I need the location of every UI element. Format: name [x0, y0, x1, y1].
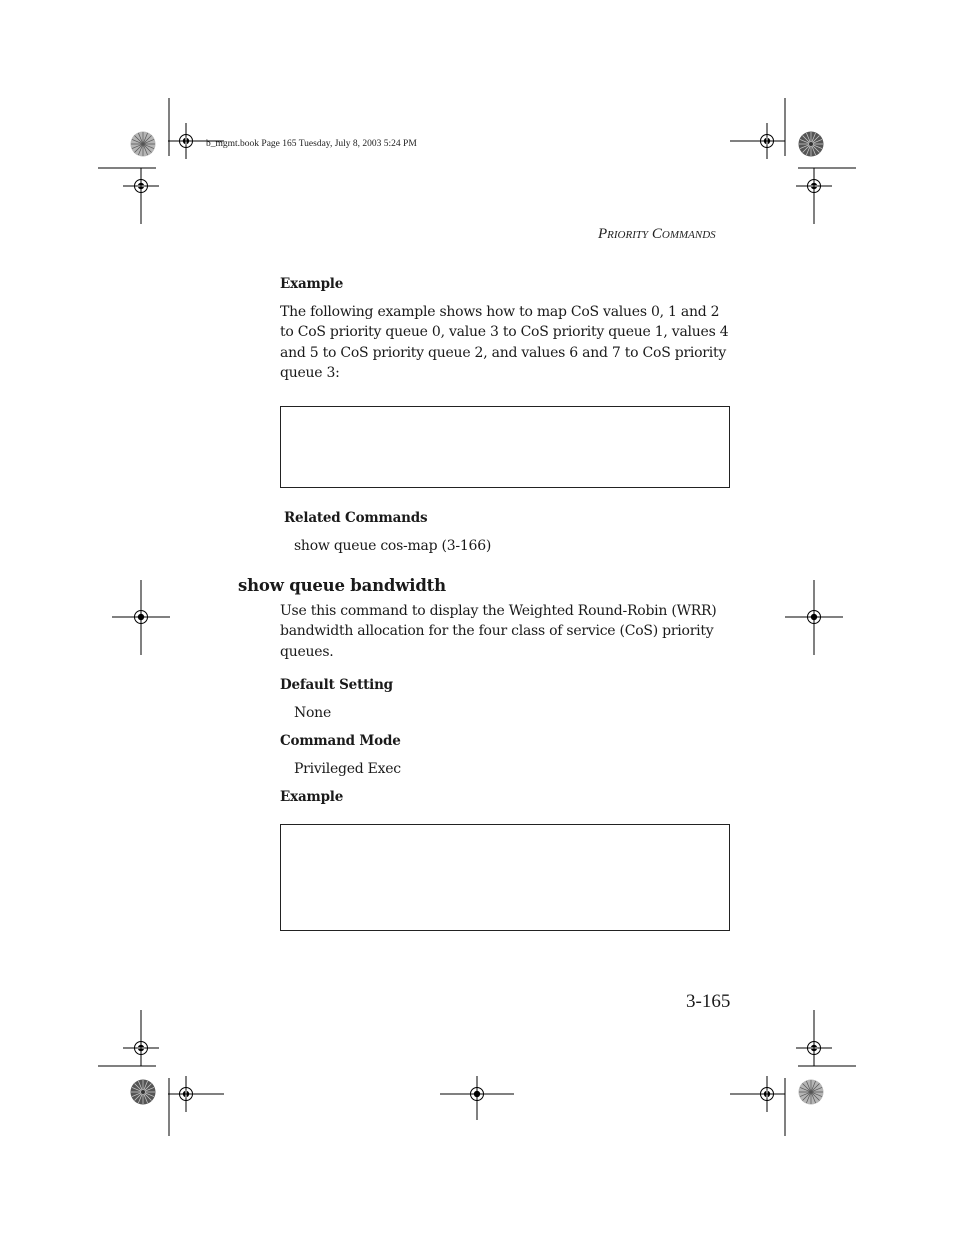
code-example-box-2: [280, 824, 730, 931]
related-commands-heading: Related Commands: [284, 510, 428, 526]
default-setting-heading: Default Setting: [280, 677, 393, 693]
related-command-link[interactable]: show queue cos-map (3-166): [294, 538, 492, 554]
command-mode-heading: Command Mode: [280, 733, 401, 749]
print-info: b_mgmt.book Page 165 Tuesday, July 8, 2003 5:24 PM: [206, 139, 417, 149]
running-head: [598, 226, 716, 243]
example-heading-2: Example: [280, 789, 344, 805]
page-number: 3-165: [686, 991, 731, 1012]
running-head-rest-1: RIORITY: [607, 229, 649, 241]
default-setting-value: None: [294, 705, 331, 721]
section-description: Use this command to display the Weighted Round-Robin (WRR) bandwidth allocation for the four class of service (CoS) priority queues.: [280, 603, 717, 660]
running-head-rest-2: OMMANDS: [661, 229, 716, 241]
example-description: The following example shows how to map CoS values 0, 1 and 2 to CoS priority queue 0, value 3 to CoS priority queue 1, values 4 and 5 to CoS priority queue 2, and values 6 and 7 to CoS priority queue 3:: [280, 304, 729, 382]
example-heading: Example: [280, 276, 344, 292]
running-head-cap-2: C: [651, 226, 662, 242]
section-title: show queue bandwidth: [238, 576, 446, 595]
running-head-cap-1: P: [598, 226, 608, 242]
code-example-box: [280, 406, 730, 488]
command-mode-value: Privileged Exec: [294, 761, 401, 777]
